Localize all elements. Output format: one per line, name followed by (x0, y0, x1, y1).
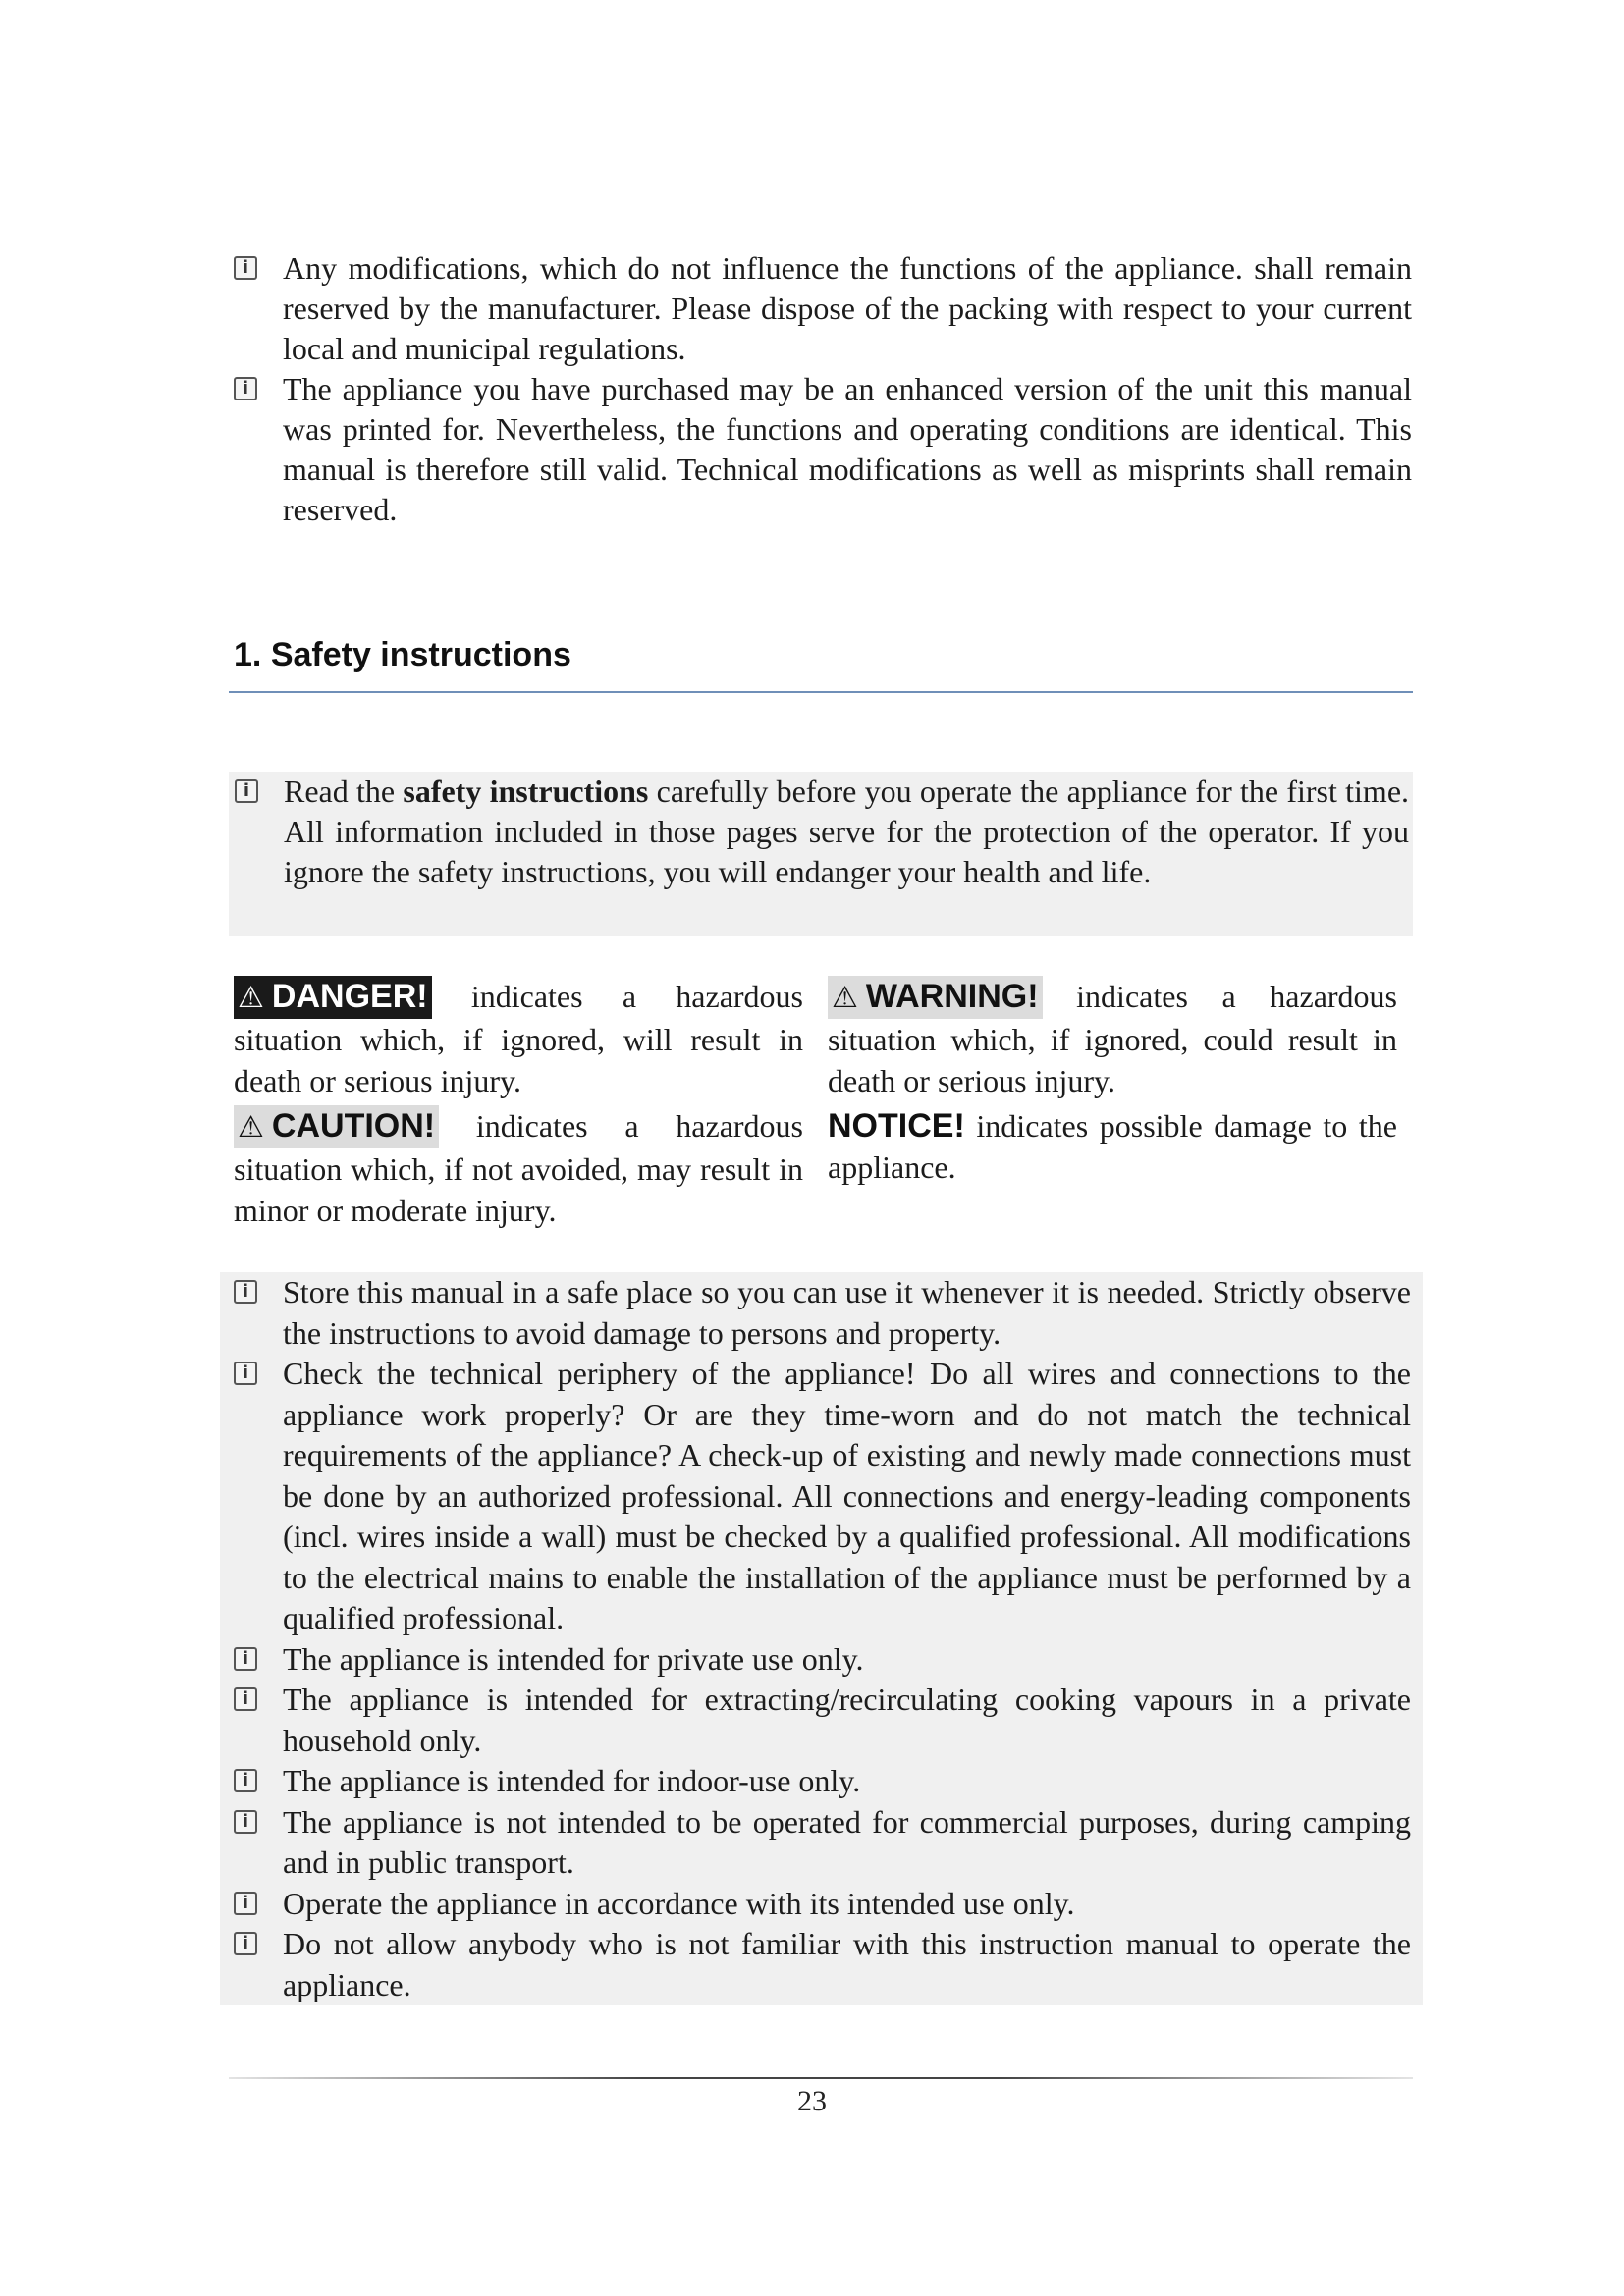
intro-note-enhanced-version (234, 369, 1412, 530)
info-icon: i (234, 1892, 257, 1915)
info-icon: i (234, 377, 257, 400)
read-note-bold: safety instructions (403, 774, 649, 809)
info-icon: i (235, 779, 258, 803)
caution-label: CAUTION! (271, 1107, 436, 1145)
rule-text: Check the technical periphery of the appliance! Do all wires and connections to the appliance work properly? Or are they time-worn and do not match the technical requirements of the appliance? A check-up of existing and newly made connections must be done by an authorized professional. All connections and energy-leading components (incl. wires inside a wall) must be checked by a qualified professional. All modifications to the electrical mains to enable the installation of the appliance must be performed by a qualified professional. (283, 1356, 1411, 1635)
rule-text: Do not allow anybody who is not familiar with this instruction manual to operate the appliance. (283, 1926, 1411, 2002)
rule-text: The appliance is intended for private use only. (283, 1640, 864, 1677)
warning-triangle-icon: ⚠ (238, 981, 264, 1015)
section-heading (234, 636, 1412, 674)
signal-words-left-column (234, 976, 803, 1235)
intro-notes (234, 248, 1412, 530)
rule-item (234, 1680, 1411, 1761)
rule-item (234, 1761, 1411, 1802)
info-icon: i (234, 1687, 257, 1711)
read-safety-note (235, 772, 1409, 892)
rule-text: The appliance is intended for indoor-use only. (283, 1763, 861, 1798)
page-number: 23 (797, 2085, 827, 2117)
notice-text: indicates possible damage to the appliance. (828, 1108, 1398, 1185)
usage-rules-box (220, 1272, 1423, 2005)
warning-triangle-icon: ⚠ (238, 1110, 264, 1145)
rule-item (234, 1272, 1411, 1354)
rule-item (234, 1884, 1411, 1925)
rule-item (234, 1802, 1411, 1884)
caution-definition (234, 1105, 803, 1231)
rule-text: Store this manual in a safe place so you can use it whenever it is needed. Strictly observe the instructions to avoid damage to persons and property. (283, 1274, 1411, 1351)
info-icon: i (234, 1280, 257, 1304)
rule-text: Operate the appliance in accordance with its intended use only. (283, 1885, 1075, 1921)
warning-triangle-icon: ⚠ (832, 981, 858, 1015)
info-icon: i (234, 1769, 257, 1792)
warning-definition (828, 976, 1397, 1101)
rule-item (234, 1354, 1411, 1639)
danger-label: DANGER! (271, 978, 428, 1015)
rule-text: The appliance is not intended to be operated for commercial purposes, during camping and in public transport. (283, 1803, 1411, 1880)
intro-note-text: Any modifications, which do not influence the functions of the appliance. shall remain reserved by the manufacturer. Please dispose of the packing with respect to your current local and municipal regulations. (283, 250, 1412, 366)
notice-definition (828, 1105, 1397, 1188)
read-safety-note-box (229, 772, 1413, 936)
intro-note-text: The appliance you have purchased may be an enhanced version of the unit this manual was printed for. Nevertheless, the functions and operating conditions are identical. This manual is therefore still valid. Technical modifications as well as misprints shall remain reserved. (283, 371, 1412, 527)
signal-words-right-column (828, 976, 1397, 1192)
rule-text: The appliance is intended for extracting/recirculating cooking vapours in a private household only. (283, 1682, 1411, 1758)
warning-text: indicates a hazardous situation which, if ignored, could result in death or serious injury. (828, 979, 1397, 1098)
footer-divider (229, 2077, 1413, 2079)
rule-item (234, 1639, 1411, 1681)
info-icon: i (234, 1362, 257, 1385)
notice-badge (828, 1105, 965, 1147)
danger-definition (234, 976, 803, 1101)
notice-label: NOTICE! (828, 1107, 965, 1145)
caution-badge (234, 1105, 439, 1148)
danger-badge (234, 976, 432, 1019)
rule-item (234, 1924, 1411, 2005)
section-number: 1. (234, 636, 262, 673)
warning-badge (828, 976, 1043, 1019)
info-icon: i (234, 1647, 257, 1671)
caution-text: indicates a hazardous situation which, if not avoided, may result in minor or moderate injury. (234, 1108, 804, 1228)
info-icon: i (234, 1810, 257, 1834)
section-title: Safety instructions (270, 636, 571, 673)
warning-label: WARNING! (865, 978, 1039, 1015)
intro-note-modifications (234, 248, 1412, 369)
info-icon: i (234, 1932, 257, 1955)
info-icon: i (234, 256, 257, 280)
section-divider (229, 691, 1413, 693)
danger-text: indicates a hazardous situation which, if ignored, will result in death or serious injury. (234, 979, 804, 1098)
read-note-before: Read the (284, 774, 404, 809)
read-note-after: carefully before you operate the appliance for the first time. All information included in those pages serve for the protection of the operator. If you ignore the safety instructions, you will endanger your health and life. (284, 774, 1410, 889)
